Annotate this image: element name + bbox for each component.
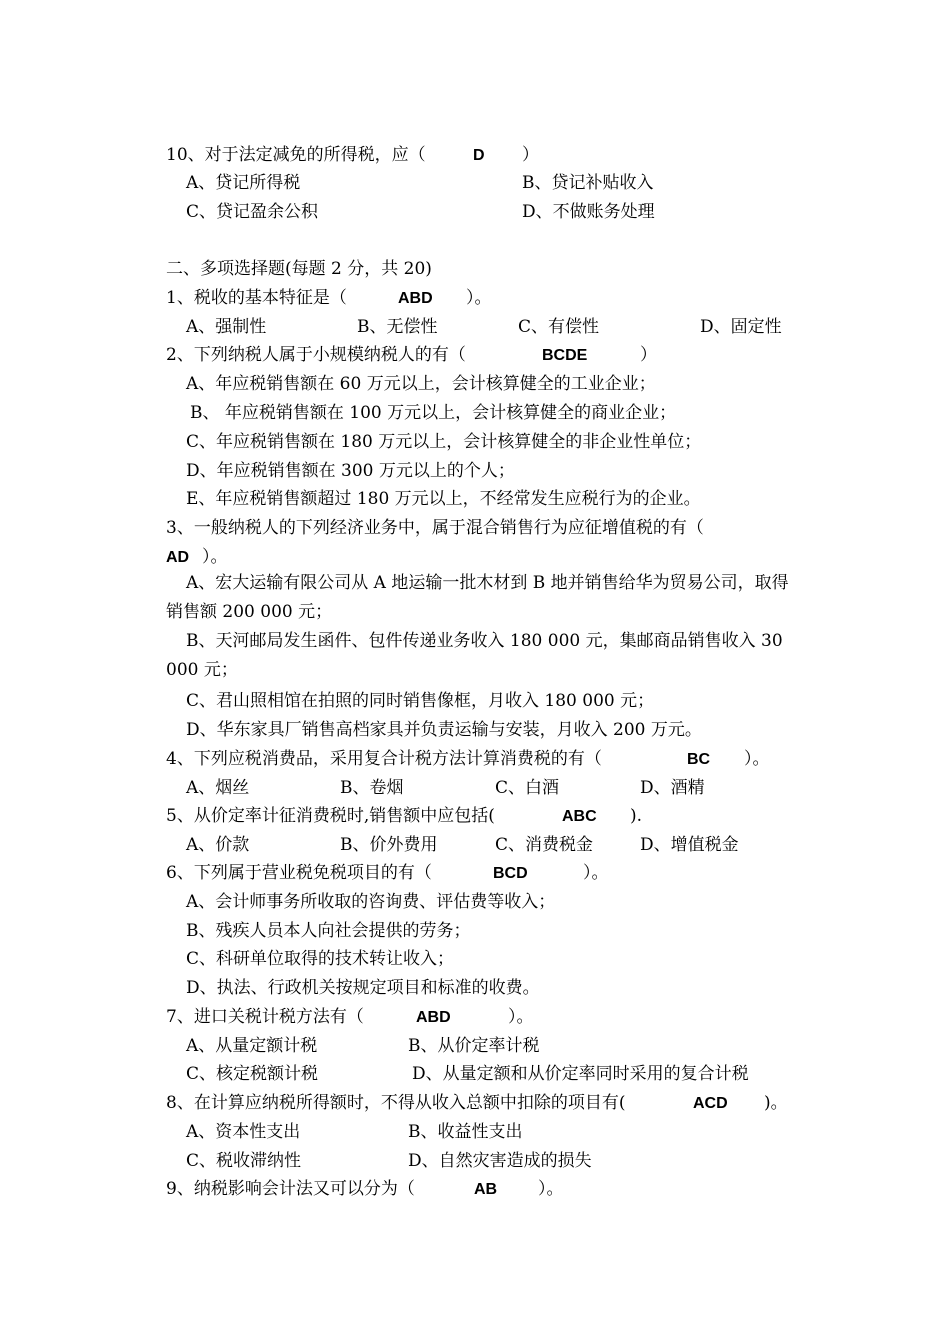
m5-option-c: C、消费税金 xyxy=(495,835,594,855)
m5-stem-end: ). xyxy=(630,806,643,826)
m3-answer: AD xyxy=(166,549,190,566)
m6-answer: BCD xyxy=(493,865,528,882)
m1-stem-end: ）。 xyxy=(466,288,492,308)
m3-option-d: D、华东家具厂销售高档家具并负责运输与安装，月收入 200 万元。 xyxy=(186,720,702,740)
m5-option-b: B、价外费用 xyxy=(340,835,438,855)
m3-option-c: C、君山照相馆在拍照的同时销售像框，月收入 180 000 元； xyxy=(186,691,655,711)
m2-option-e: E、年应税销售额超过 180 万元以上，不经常发生应税行为的企业。 xyxy=(186,489,701,509)
m3-stem: 3、一般纳税人的下列经济业务中，属于混合销售行为应征增值税的有（ xyxy=(166,518,704,538)
q10-option-a: A、贷记所得税 xyxy=(186,173,301,193)
m1-option-b: B、无偿性 xyxy=(357,317,438,337)
m6-option-a: A、会计师事务所收取的咨询费、评估费等收入； xyxy=(186,892,556,912)
m6-option-c: C、科研单位取得的技术转让收入； xyxy=(186,949,455,969)
m2-option-b: B、 年应税销售额在 100 万元以上，会计核算健全的商业企业； xyxy=(190,403,677,423)
m1-option-a: A、强制性 xyxy=(186,317,267,337)
m9-answer: AB xyxy=(474,1181,498,1198)
m6-stem: 6、下列属于营业税免税项目的有（ xyxy=(166,863,432,883)
m8-stem-end: )。 xyxy=(764,1093,788,1113)
q10-stem-end: ） xyxy=(522,145,539,165)
m8-option-a: A、资本性支出 xyxy=(186,1122,301,1142)
m4-option-b: B、卷烟 xyxy=(340,778,404,798)
m2-option-a: A、年应税销售额在 60 万元以上，会计核算健全的工业企业； xyxy=(186,374,656,394)
m7-stem: 7、进口关税计税方法有（ xyxy=(166,1007,364,1027)
m4-stem: 4、下列应税消费品，采用复合计税方法计算消费税的有（ xyxy=(166,749,602,769)
m3-option-b: B、天河邮局发生函件、包件传递业务收入 180 000 元，集邮商品销售收入 30 000 元； xyxy=(166,631,783,680)
m2-option-c: C、年应税销售额在 180 万元以上，会计核算健全的非企业性单位； xyxy=(186,432,702,452)
m8-option-c: C、税收滞纳性 xyxy=(186,1151,302,1171)
m3-stem-end: ）。 xyxy=(202,547,228,567)
m6-option-b: B、残疾人员本人向社会提供的劳务； xyxy=(186,921,471,941)
m1-stem: 1、税收的基本特征是（ xyxy=(166,288,347,308)
m7-stem-end: ）。 xyxy=(508,1007,534,1027)
m7-option-a: A、从量定额计税 xyxy=(186,1036,318,1056)
m7-option-c: C、核定税额计税 xyxy=(186,1064,319,1084)
q10-option-d: D、不做账务处理 xyxy=(522,202,655,222)
m2-option-d: D、年应税销售额在 300 万元以上的个人； xyxy=(186,461,515,481)
m1-option-d: D、固定性 xyxy=(700,317,782,337)
q10-answer: D xyxy=(473,147,485,164)
m7-answer: ABD xyxy=(416,1009,451,1026)
m5-answer: ABC xyxy=(562,808,597,825)
m8-option-d: D、自然灾害造成的损失 xyxy=(408,1151,592,1171)
m1-answer: ABD xyxy=(398,290,433,307)
m7-option-b: B、从价定率计税 xyxy=(408,1036,540,1056)
m5-option-d: D、增值税金 xyxy=(640,835,739,855)
q10-stem: 10、对于法定减免的所得税，应（ xyxy=(166,145,426,165)
m4-stem-end: ）。 xyxy=(744,749,770,769)
m8-option-b: B、收益性支出 xyxy=(408,1122,523,1142)
m7-option-d: D、从量定额和从价定率同时采用的复合计税 xyxy=(412,1064,749,1084)
q10-option-b: B、贷记补贴收入 xyxy=(522,173,654,193)
m5-option-a: A、价款 xyxy=(186,835,250,855)
m6-option-d: D、执法、行政机关按规定项目和标准的收费。 xyxy=(186,978,540,998)
m4-option-c: C、白酒 xyxy=(495,778,560,798)
m4-option-a: A、烟丝 xyxy=(186,778,250,798)
m9-stem-end: ）。 xyxy=(538,1179,564,1199)
m2-stem: 2、下列纳税人属于小规模纳税人的有（ xyxy=(166,345,466,365)
m9-stem: 9、纳税影响会计法又可以分为（ xyxy=(166,1179,415,1199)
m3-option-a: A、宏大运输有限公司从 A 地运输一批木材到 B 地并销售给华为贸易公司，取得销售额 200 000 元； xyxy=(166,573,789,622)
m2-answer: BCDE xyxy=(542,347,588,364)
q10-option-c: C、贷记盈余公积 xyxy=(186,202,319,222)
m4-option-d: D、酒精 xyxy=(640,778,705,798)
m1-option-c: C、有偿性 xyxy=(518,317,600,337)
m2-stem-end: ） xyxy=(640,345,657,365)
m5-stem: 5、从价定率计征消费税时,销售额中应包括( xyxy=(166,806,495,826)
m8-stem: 8、在计算应纳税所得额时，不得从收入总额中扣除的项目有( xyxy=(166,1093,626,1113)
m6-stem-end: ）。 xyxy=(583,863,609,883)
m4-answer: BC xyxy=(687,751,711,768)
m8-answer: ACD xyxy=(693,1095,728,1112)
section-title: 二、多项选择题(每题 2 分，共 20) xyxy=(166,259,432,279)
